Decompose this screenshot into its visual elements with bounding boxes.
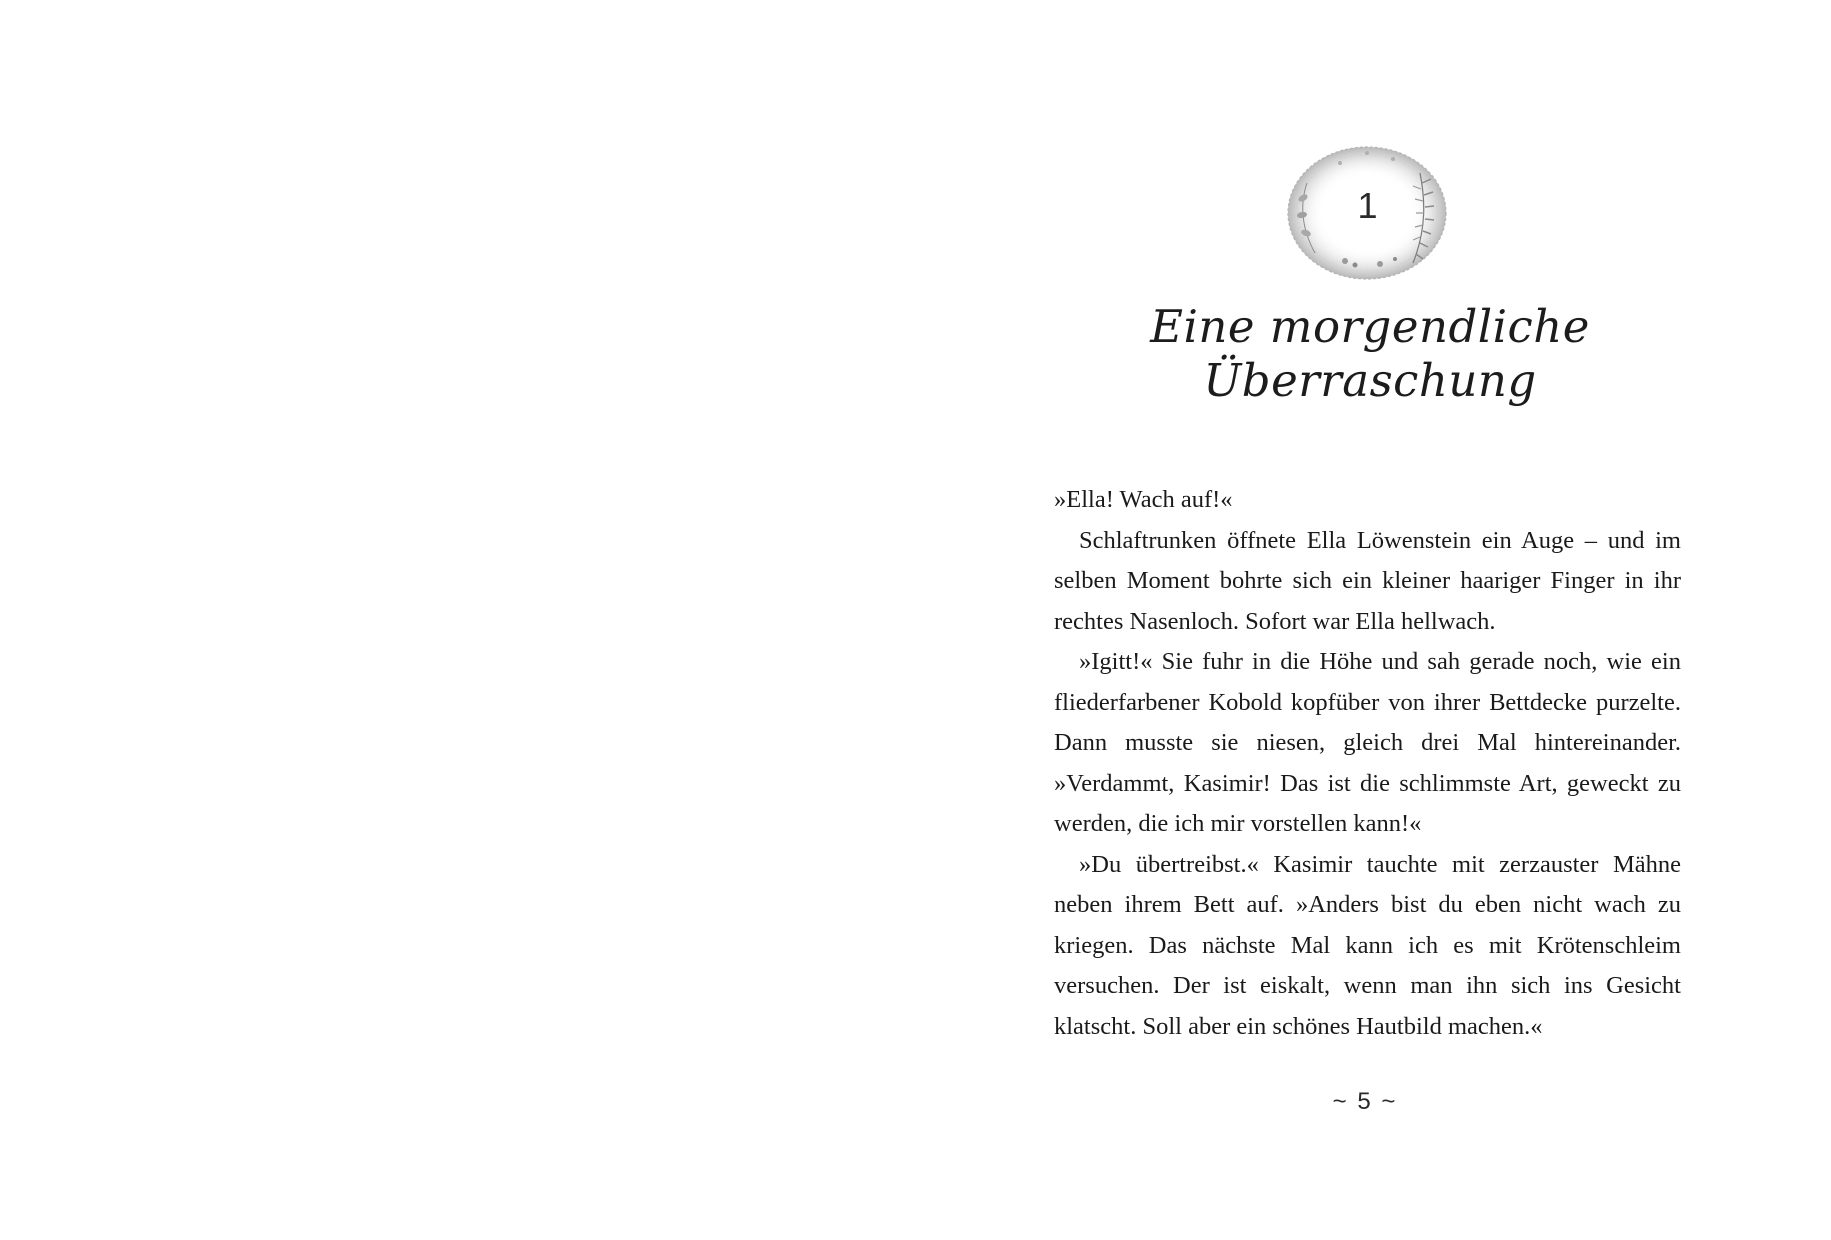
left-page-blank <box>0 0 915 1240</box>
paragraph: Schlaftrunken öffnete Ella Löwenstein ein Auge – und im selben Moment bohrte sich ein kleiner haariger Finger in ihr rechtes Nasenloch. Sofort war Ella hellwach. <box>1054 526 1681 635</box>
page-number: ~ 5 ~ <box>1332 1088 1398 1115</box>
chapter-number: 1 <box>1357 185 1378 226</box>
paragraph: »Igitt!« Sie fuhr in die Höhe und sah gerade noch, wie ein fliederfarbener Kobold kopfüber von ihrer Bettdecke purzelte. Dann musste sie niesen, gleich drei Mal hintereinander. »Verdammt, Kasimir! Das ist die schlimmste Art, geweckt zu werden, die ich mir vorstellen kann!« <box>1054 648 1681 837</box>
paragraph: »Ella! Wach auf!« <box>1054 486 1233 513</box>
chapter-badge <box>1285 143 1450 283</box>
body-text <box>1054 480 1681 1047</box>
chapter-title: Eine morgendliche Überraschung <box>1150 300 1590 407</box>
paragraph: »Du übertreibst.« Kasimir tauchte mit zerzauster Mähne neben ihrem Bett auf. »Anders bist du eben nicht wach zu kriegen. Das nächste Mal kann ich es mit Krötenschleim versuchen. Der ist eiskalt, wenn man ihn sich ins Gesicht klatscht. Soll aber ein schönes Hautbild machen.« <box>1054 850 1681 1040</box>
